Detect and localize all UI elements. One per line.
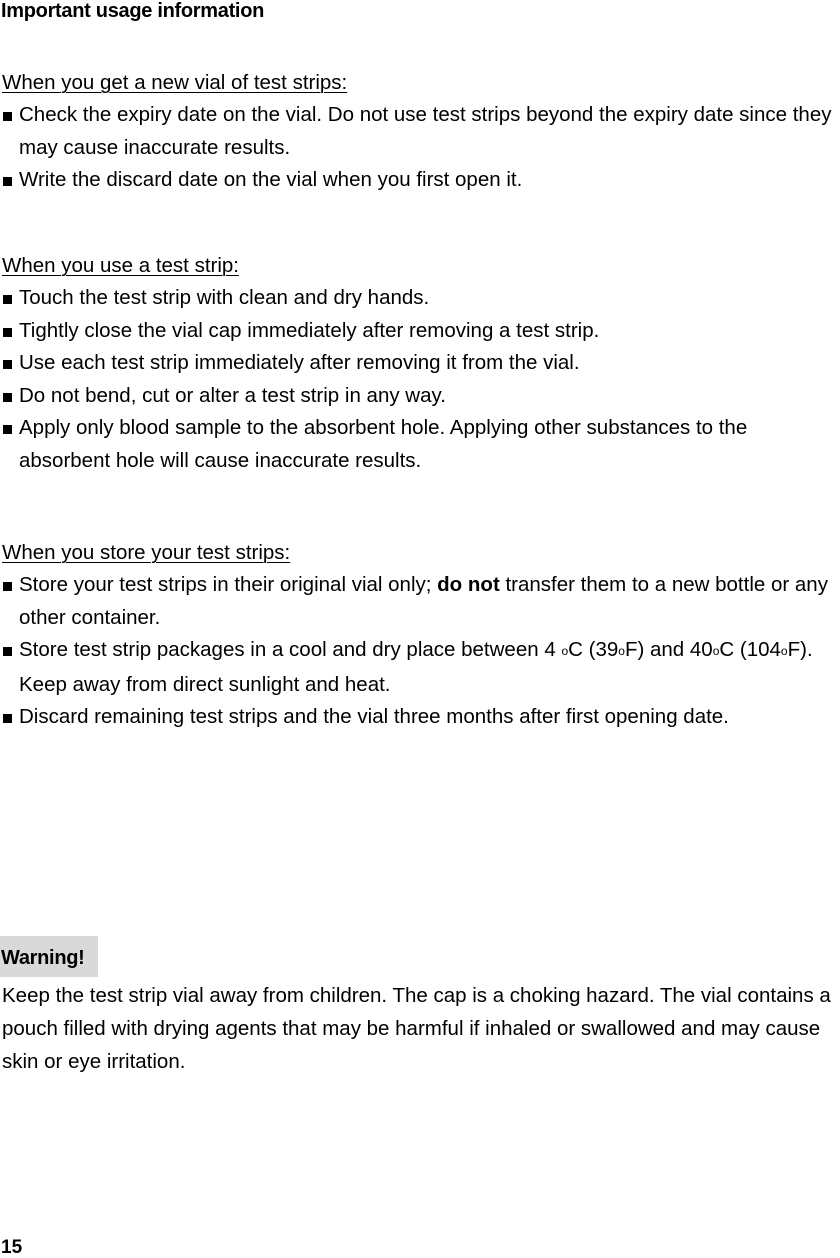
bullet-list (2, 569, 840, 734)
list-item-text: Apply only blood sample to the absorbent hole. Applying other substances to the absorbent hole will cause inaccurate results. (19, 416, 748, 472)
square-bullet-icon (3, 647, 12, 656)
text-segment: F) and 40 (624, 638, 713, 661)
square-bullet-icon (3, 295, 12, 304)
list-item (2, 569, 840, 634)
section-store-strips (2, 537, 840, 734)
list-item-text: Touch the test strip with clean and dry hands. (19, 286, 430, 309)
list-item (2, 164, 840, 197)
page-title: Important usage information (1, 0, 265, 22)
page-number: 15 (1, 1237, 23, 1258)
section-use-strip (2, 250, 840, 477)
text-segment: transfer them to a new bottle or any other container. (19, 573, 828, 629)
text-segment: C (104 (719, 638, 781, 661)
emphasis-do-not: do not (437, 573, 500, 596)
text-segment: Store your test strips in their original vial only; (19, 573, 438, 596)
degree-symbol: o (712, 644, 720, 658)
section-heading (2, 250, 840, 282)
square-bullet-icon (3, 112, 12, 121)
list-item (2, 634, 840, 701)
list-item-text (19, 638, 813, 696)
square-bullet-icon (3, 393, 12, 402)
text-segment: F). Keep away from direct sunlight and heat. (19, 638, 813, 696)
list-item (2, 347, 840, 380)
warning-text: Keep the test strip vial away from children. The cap is a choking hazard. The vial contains a pouch filled with drying agents that may be harmful if inhaled or swallowed and may cause skin or eye irritation. (2, 984, 831, 1073)
degree-symbol: o (780, 644, 788, 658)
list-item-text (19, 573, 828, 629)
list-item-text: Use each test strip immediately after removing it from the vial. (19, 351, 580, 374)
list-item-text: Write the discard date on the vial when you first open it. (19, 168, 523, 191)
list-item (2, 315, 840, 348)
text-segment: Store test strip packages in a cool and dry place between 4 (19, 638, 562, 661)
section-heading (2, 67, 840, 99)
square-bullet-icon (3, 714, 12, 723)
section-heading (2, 537, 840, 569)
list-item (2, 701, 840, 734)
square-bullet-icon (3, 425, 12, 434)
list-item-text: Check the expiry date on the vial. Do not use test strips beyond the expiry date since they may cause inaccurate results. (19, 103, 832, 159)
list-item (2, 412, 840, 477)
section-heading-text: When you store your test strips: (2, 541, 291, 564)
section-heading-text: When you use a test strip: (2, 254, 240, 277)
square-bullet-icon (3, 360, 12, 369)
list-item (2, 282, 840, 315)
list-item-text: Discard remaining test strips and the vial three months after first opening date. (19, 705, 729, 728)
list-item (2, 99, 840, 164)
text-segment: C (39 (568, 638, 619, 661)
list-item (2, 380, 840, 413)
degree-symbol: o (618, 644, 625, 658)
bullet-list (2, 282, 840, 477)
section-new-vial (2, 67, 840, 197)
square-bullet-icon (3, 582, 12, 591)
list-item-text: Do not bend, cut or alter a test strip in any way. (19, 383, 446, 407)
list-item-text: Tightly close the vial cap immediately after removing a test strip. (19, 318, 600, 342)
bullet-list (2, 99, 840, 197)
square-bullet-icon (3, 328, 12, 337)
section-heading-text: When you get a new vial of test strips: (2, 71, 348, 94)
warning-label: Warning! (0, 936, 98, 977)
degree-symbol: o (561, 644, 569, 658)
square-bullet-icon (3, 177, 12, 186)
